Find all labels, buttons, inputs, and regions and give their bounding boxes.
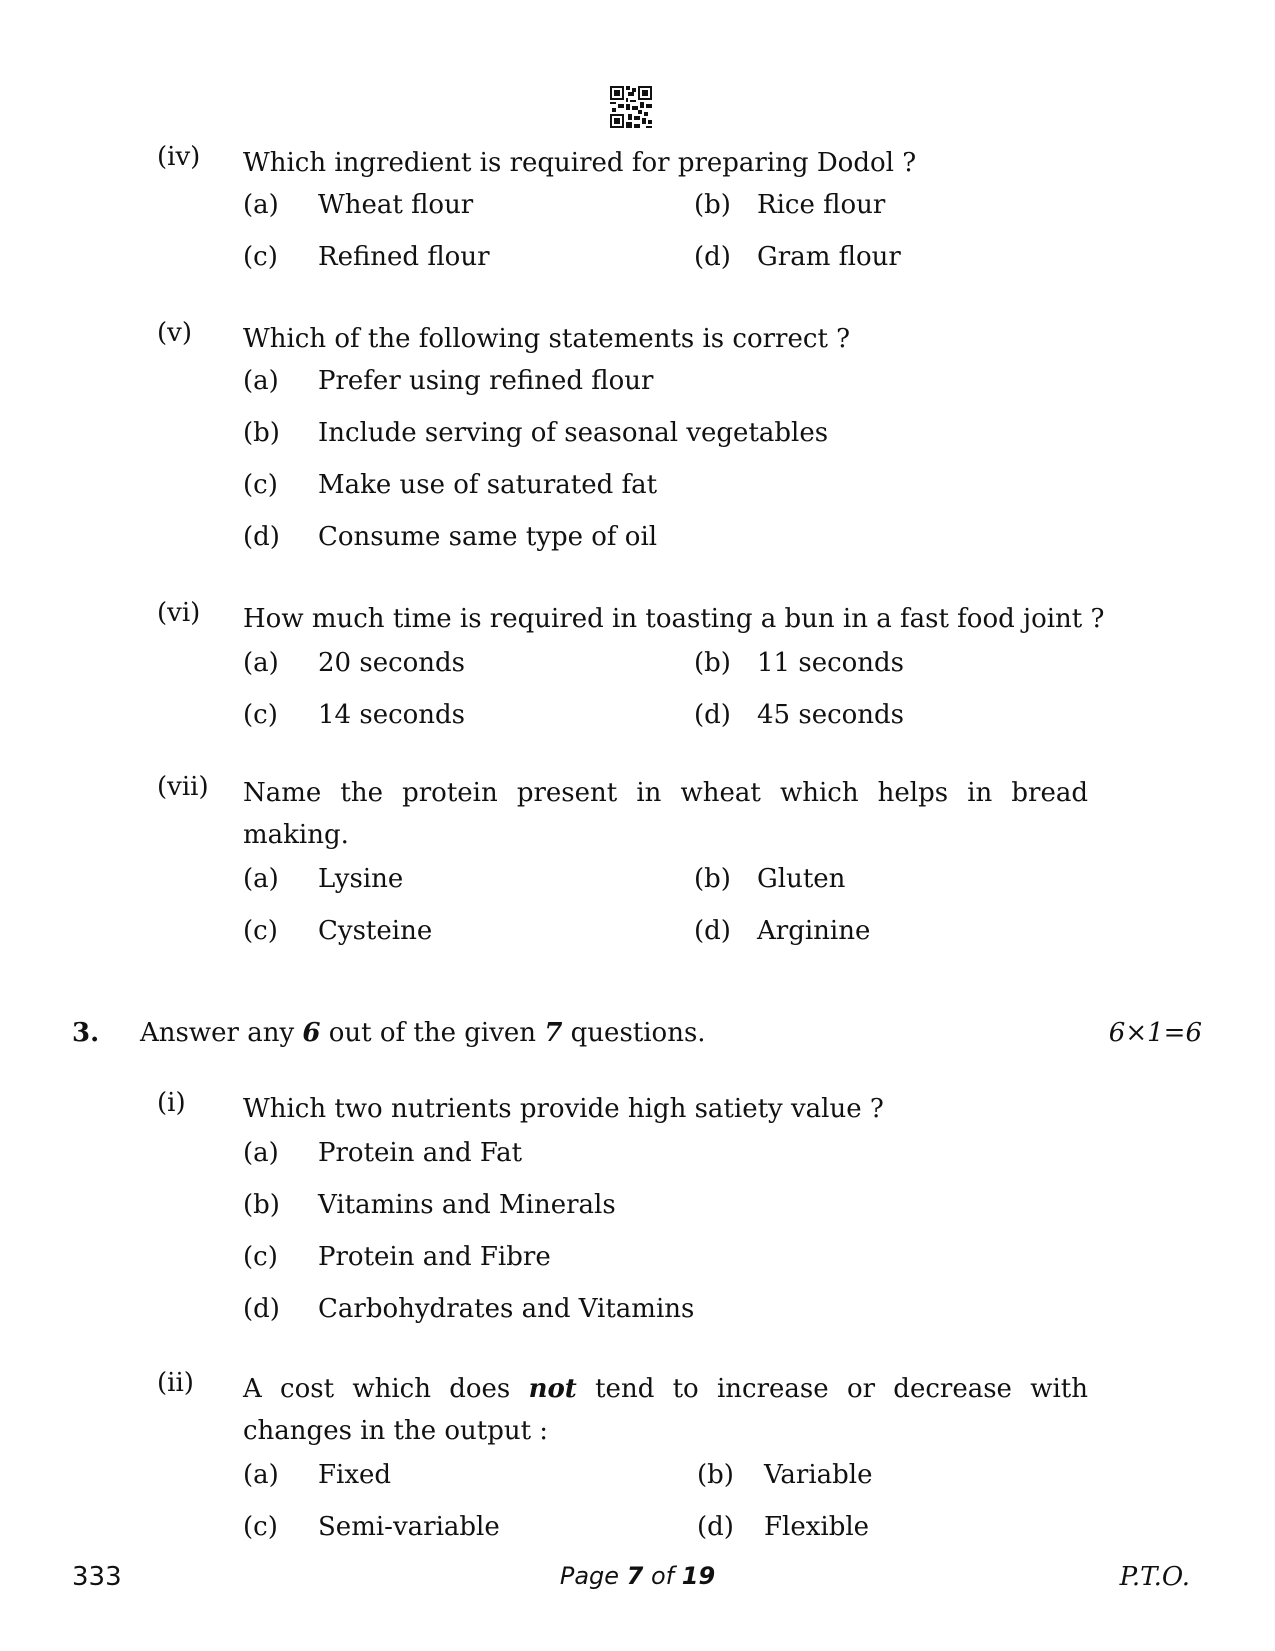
option-label: (b)	[243, 418, 280, 448]
option-label: (a)	[243, 864, 279, 894]
option-label: (d)	[694, 242, 731, 272]
option-text: Include serving of seasonal vegetables	[318, 418, 829, 448]
question-text-emphasis: not	[528, 1374, 577, 1404]
question-vii	[157, 772, 1097, 946]
section-instruction	[140, 1018, 706, 1048]
option-text: Variable	[764, 1460, 873, 1490]
option-label: (c)	[243, 700, 278, 730]
question-number: (v)	[157, 318, 192, 348]
option-label: (b)	[694, 190, 731, 220]
question-number: (iv)	[157, 142, 201, 172]
option-label: (a)	[243, 366, 279, 396]
option-text: 14 seconds	[318, 700, 466, 730]
question-vi	[157, 598, 1105, 730]
option-text: Semi-variable	[318, 1512, 500, 1542]
option-text: Make use of saturated fat	[318, 470, 658, 500]
instruction-post: questions.	[562, 1018, 706, 1048]
option-label: (c)	[243, 242, 278, 272]
option-text: Arginine	[757, 916, 871, 946]
question-3-ii	[157, 1368, 1097, 1542]
question-text: Name the protein present in wheat which helps in bread making.	[243, 778, 1088, 850]
page-number	[0, 1562, 1275, 1590]
option-label: (d)	[243, 522, 280, 552]
option-label: (d)	[697, 1512, 734, 1542]
option-text: Cysteine	[318, 916, 433, 946]
question-number: (vi)	[157, 598, 201, 628]
question-number: (i)	[157, 1088, 186, 1118]
section-3-heading	[72, 1018, 1202, 1058]
option-text: Prefer using refined flour	[318, 366, 654, 396]
option-text: Lysine	[318, 864, 404, 894]
option-label: (c)	[243, 470, 278, 500]
option-text: Vitamins and Minerals	[318, 1190, 616, 1220]
question-v	[157, 318, 1097, 552]
question-number: (vii)	[157, 772, 209, 802]
page-total: 19	[681, 1562, 716, 1590]
question-text	[243, 1368, 1088, 1452]
option-label: (a)	[243, 1460, 279, 1490]
option-text: Wheat flour	[318, 190, 474, 220]
page-word: Page	[559, 1562, 627, 1590]
section-number: 3.	[72, 1018, 100, 1048]
option-label: (b)	[694, 864, 731, 894]
option-label: (a)	[243, 648, 279, 678]
option-text: Protein and Fat	[318, 1138, 523, 1168]
option-text: 11 seconds	[757, 648, 905, 678]
section-marks: 6×1=6	[1108, 1018, 1202, 1048]
paper-code: 333	[72, 1562, 122, 1592]
option-label: (c)	[243, 916, 278, 946]
please-turn-over: P.T.O.	[1119, 1562, 1190, 1592]
question-3-i	[157, 1088, 1097, 1324]
question-text-post: tend to increase or decrease with changes in the output :	[243, 1374, 1088, 1446]
option-text: Carbohydrates and Vitamins	[318, 1294, 695, 1324]
option-text: 20 seconds	[318, 648, 466, 678]
option-label: (b)	[697, 1460, 734, 1490]
option-label: (b)	[694, 648, 731, 678]
option-text: Gluten	[757, 864, 846, 894]
qr-code	[610, 86, 652, 128]
option-label: (c)	[243, 1512, 278, 1542]
question-text: Which ingredient is required for preparing Dodol ?	[243, 148, 917, 178]
instruction-total: 7	[544, 1018, 563, 1048]
page-of: of	[643, 1562, 682, 1590]
option-label: (c)	[243, 1242, 278, 1272]
option-text: Rice flour	[757, 190, 886, 220]
option-text: Flexible	[764, 1512, 870, 1542]
option-label: (a)	[243, 190, 279, 220]
option-text: Gram flour	[757, 242, 901, 272]
option-label: (d)	[243, 1294, 280, 1324]
instruction-mid: out of the given	[320, 1018, 545, 1048]
question-text: Which of the following statements is correct ?	[243, 324, 851, 354]
option-label: (b)	[243, 1190, 280, 1220]
option-label: (d)	[694, 700, 731, 730]
question-text: Which two nutrients provide high satiety value ?	[243, 1094, 884, 1124]
option-label: (d)	[694, 916, 731, 946]
question-text-pre: A cost which does	[243, 1374, 529, 1404]
option-text: Fixed	[318, 1460, 392, 1490]
option-label: (a)	[243, 1138, 279, 1168]
question-text: How much time is required in toasting a bun in a fast food joint ?	[243, 604, 1105, 634]
question-number: (ii)	[157, 1368, 194, 1398]
question-iv	[157, 142, 1097, 272]
option-text: 45 seconds	[757, 700, 905, 730]
option-text: Protein and Fibre	[318, 1242, 551, 1272]
page-current: 7	[626, 1562, 644, 1590]
instruction-pre: Answer any	[140, 1018, 303, 1048]
option-text: Refined flour	[318, 242, 490, 272]
option-text: Consume same type of oil	[318, 522, 658, 552]
instruction-count: 6	[302, 1018, 321, 1048]
